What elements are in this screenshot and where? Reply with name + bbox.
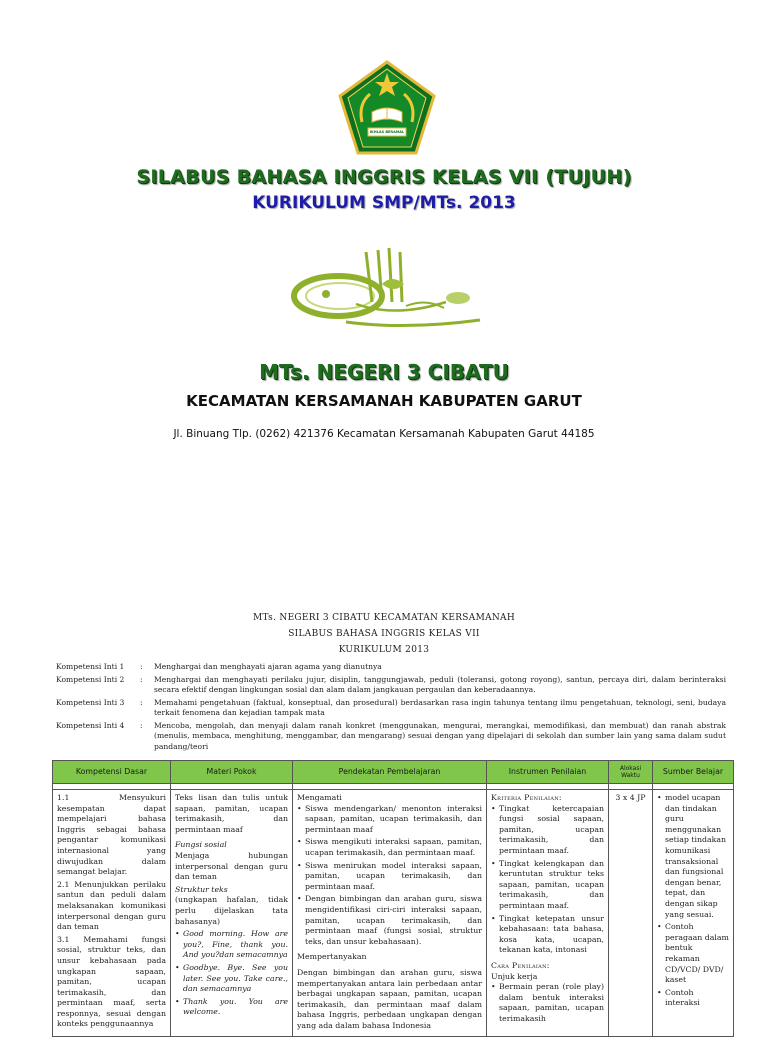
- document-header: [0, 610, 768, 658]
- kd-2-1: 2.1 Menunjukkan perilaku santun dan peduli dalam melaksanakan komunikasi interpersonal dengan guru dan teman: [57, 879, 166, 932]
- ki-text: Menghargai dan menghayati perilaku jujur, disiplin, tanggungjawab, peduli (toleransi, gotong royong), santun, percaya diri, dalam berinteraksi secara efektif dengan lingkungan sosial dan alam dalam jangkauan pergaulan dan keberadaannya.: [154, 674, 726, 694]
- kompetensi-inti-item: [56, 662, 726, 673]
- unjuk-kerja-title: Unjuk kerja: [491, 971, 538, 981]
- instrumen-cell: [487, 790, 609, 1037]
- activity-item: • Siswa mengikuti interaksi sapaan, pamitan, ucapan terimakasih, dan permintaan maaf.: [297, 837, 482, 858]
- struktur-teks-text: (ungkapan hafalan, tidak perlu dijelaskan tata bahasanya): [175, 895, 288, 926]
- kd-3-1: 3.1 Memahami fungsi sosial, struktur teks, dan unsur kebahasaan pada ungkapan sapaan, pamitan, ucapan terimakasih, dan permintaan maaf, serta responnya, sesuai dengan konteks penggunaannya: [57, 934, 166, 1029]
- ki-label: Kompetensi Inti 3: [56, 697, 125, 707]
- ki-text: Menghargai dan menghayati ajaran agama yang dianutnya: [154, 662, 382, 671]
- table-header-row: [53, 761, 734, 784]
- ki-colon: :: [140, 697, 143, 707]
- mempertanyakan-title: Mempertanyakan: [297, 952, 367, 962]
- pendekatan-cell: [293, 790, 487, 1037]
- header-materi-pokok: Materi Pokok: [171, 761, 293, 784]
- activity-item: • Dengan bimbingan dan arahan guru, siswa mengidentifikasi ciri-ciri interaksi sapaan, pamitan, ucapan terimakasih, dan permintaan maaf (fungsi sosial, struktur teks, dan unsur kebahasaan).: [297, 894, 482, 947]
- ki-label: Kompetensi Inti 2: [56, 674, 125, 684]
- kd-cell: [53, 790, 171, 1037]
- cara-penilaian-title: Cara Penilaian:: [491, 960, 550, 970]
- header-pendekatan: Pendekatan Pembelajaran: [293, 761, 487, 784]
- ki-text: Mencoba, mengolah, dan menyaji dalam ranah konkret (menggunakan, mengurai, merangkai, memodifikasi, dan membuat) dan ranah abstrak (menulis, membaca, menghitung, menggambar, dan mengarang) sesuai dengan yang dipelajari di sekolah dan sumber lain yang sama dalam sudut pandang/teori: [154, 720, 726, 751]
- kompetensi-inti-item: [56, 721, 726, 753]
- source-item: • Contoh peragaan dalam bentuk rekaman CD/VCD/ DVD/ kaset: [657, 922, 729, 986]
- materi-cell: [171, 790, 293, 1037]
- kompetensi-inti-list: [56, 662, 726, 754]
- example-expression: • Good morning. How are you?, Fine, thank you. And you?dan semacamnya: [175, 929, 288, 961]
- criteria-item: • Tingkat kelengkapan dan keruntutan struktur teks sapaan, pamitan, ucapan terimakasih, dan permintaan maaf.: [491, 859, 604, 912]
- ki-colon: :: [140, 674, 143, 684]
- materi-intro: Teks lisan dan tulis untuk sapaan, pamitan, ucapan terimakasih, dan permintaan maaf: [175, 793, 288, 834]
- ki-text: Memahami pengetahuan (faktual, konseptual, dan prosedural) berdasarkan rasa ingin tahunya tentang ilmu pengetahuan, teknologi, seni, budaya terkait fenomena dan kejadian tampak mata: [154, 697, 726, 717]
- emblem-motto: IKHLAS BERAMAL: [369, 130, 405, 134]
- ministry-emblem: [338, 60, 436, 156]
- ki-colon: :: [140, 720, 143, 730]
- activity-item: • Siswa mendengarkan/ menonton interaksi sapaan, pamitan, ucapan terimakasih, dan permintaan maaf: [297, 804, 482, 836]
- calligraphy-ornament: [286, 244, 482, 336]
- header-alokasi-waktu: Alokasi Waktu: [609, 761, 653, 784]
- header-sumber-belajar: Sumber Belajar: [653, 761, 734, 784]
- sumber-cell: [653, 790, 734, 1037]
- doc-header-line: KURIKULUM 2013: [338, 645, 430, 655]
- doc-header-line: MTs. NEGERI 3 CIBATU KECAMATAN KERSAMANAH: [252, 613, 516, 623]
- activity-item: • Siswa menirukan model interaksi sapaan, pamitan, ucapan terimakasih, dan permintaan maaf.: [297, 861, 482, 893]
- header-kompetensi-dasar: Kompetensi Dasar: [53, 761, 171, 784]
- syllabus-title: SILABUS BAHASA INGGRIS KELAS VII (TUJUH): [136, 166, 632, 188]
- example-expression: • Goodbye. Bye. See you later. See you. Take care., dan semacamnya: [175, 963, 288, 995]
- header-instrumen: Instrumen Penilaian: [487, 761, 609, 784]
- school-address: Jl. Binuang Tlp. (0262) 421376 Kecamatan Kersamanah Kabupaten Garut 44185: [173, 428, 595, 440]
- ki-colon: :: [140, 662, 143, 671]
- alokasi-cell: 3 x 4 JP: [609, 790, 653, 1037]
- mengamati-title: Mengamati: [297, 793, 342, 802]
- syllabus-table: [52, 760, 734, 1037]
- table-row: [53, 790, 734, 1037]
- ki-label: Kompetensi Inti 4: [56, 720, 125, 730]
- assessment-item: • Bermain peran (role play) dalam bentuk interaksi sapaan, pamitan, ucapan terimakasih: [491, 982, 604, 1024]
- fungsi-sosial-text: Menjaga hubungan interpersonal dengan guru dan teman: [175, 850, 288, 882]
- ki-label: Kompetensi Inti 1: [56, 662, 125, 671]
- mempertanyakan-text: Dengan bimbingan dan arahan guru, siswa mempertanyakan antara lain perbedaan antar berbagai ungkapan sapaan, pamitan, ucapan terimakasih, dan permintaan maaf dalam bahasa Inggris, perbedaan ungkapan dengan yang ada dalam bahasa Indonesia: [297, 967, 482, 1030]
- criteria-item: • Tingkat ketercapaian fungsi sosial sapaan, pamitan, ucapan terimakasih, dan permintaan maaf.: [491, 804, 604, 857]
- struktur-teks-title: Struktur teks: [175, 884, 228, 894]
- emblem-graphic: [338, 60, 436, 156]
- fungsi-sosial-title: Fungsi sosial: [175, 840, 227, 850]
- source-item: • model ucapan dan tindakan guru menggunakan setiap tindakan komunikasi transaksional dan fungsional dengan benar, tepat, dan dengan sikap yang sesuai.: [657, 793, 729, 920]
- source-item: • Contoh interaksi: [657, 988, 729, 1009]
- kriteria-title: Kriteria Penilaian:: [491, 793, 562, 802]
- school-name: MTs. NEGERI 3 CIBATU: [259, 360, 509, 384]
- curriculum-subtitle: KURIKULUM SMP/MTs. 2013: [252, 193, 516, 213]
- district-name: KECAMATAN KERSAMANAH KABUPATEN GARUT: [186, 392, 582, 410]
- doc-header-line: SILABUS BAHASA INGGRIS KELAS VII: [288, 629, 480, 639]
- kompetensi-inti-item: [56, 675, 726, 696]
- criteria-item: • Tingkat ketepatan unsur kebahasaan: tata bahasa, kosa kata, ucapan, tekanan kata, intonasi: [491, 914, 604, 956]
- kd-1-1: 1.1 Mensyukuri kesempatan dapat mempelajari bahasa Inggris sebagai bahasa pengantar komunikasi internasional yang diwujudkan dalam semangat belajar.: [57, 793, 166, 877]
- example-expression: • Thank you. You are welcome.: [175, 997, 288, 1018]
- kompetensi-inti-item: [56, 698, 726, 719]
